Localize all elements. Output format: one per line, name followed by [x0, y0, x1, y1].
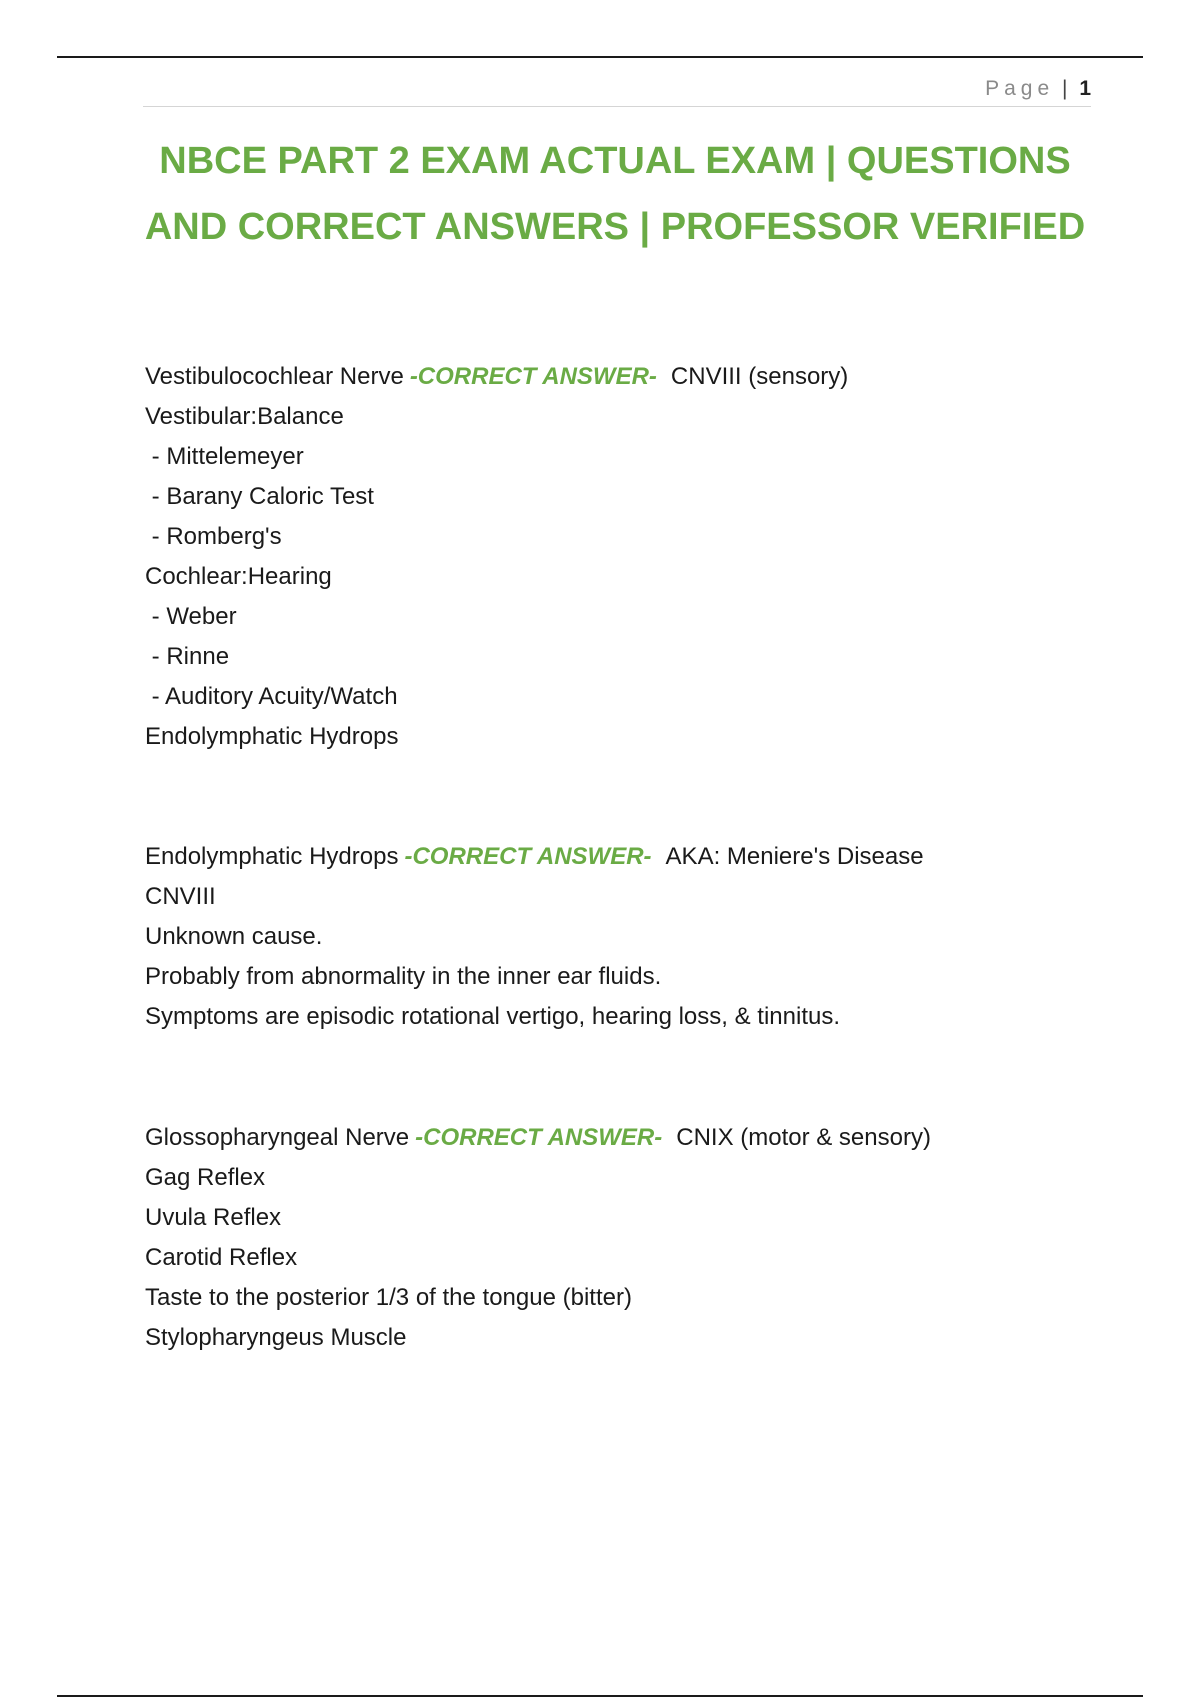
- qa-block-endolymphatic-hydrops: [145, 837, 1145, 1037]
- title-line-1: NBCE PART 2 EXAM ACTUAL EXAM | QUESTIONS: [159, 140, 1071, 182]
- qa-question-line: [145, 357, 1145, 397]
- page-number: 1: [1079, 77, 1091, 100]
- page-label: Page: [985, 77, 1055, 100]
- answer-line: Endolymphatic Hydrops: [145, 723, 399, 750]
- answer-text: CNIX (motor & sensory): [676, 1124, 931, 1151]
- answer-line: - Barany Caloric Test: [145, 483, 374, 510]
- title-line-2: AND CORRECT ANSWERS | PROFESSOR VERIFIED: [144, 206, 1086, 248]
- qa-block-vestibulocochlear: [145, 357, 1145, 757]
- answer-line: Vestibular:Balance: [145, 403, 344, 430]
- answer-line: Carotid Reflex: [145, 1244, 298, 1271]
- answer-line: - Rinne: [145, 643, 230, 670]
- qa-question-line: [145, 1118, 1145, 1158]
- answer-text: AKA: Meniere's Disease: [665, 843, 924, 870]
- answer-line: - Auditory Acuity/Watch: [145, 683, 398, 710]
- page-separator: |: [1062, 77, 1068, 100]
- correct-answer-marker: -CORRECT ANSWER-: [415, 1124, 663, 1151]
- correct-answer-marker: -CORRECT ANSWER-: [404, 843, 652, 870]
- answer-text: CNVIII (sensory): [670, 363, 849, 390]
- page-header: [143, 74, 1091, 107]
- answer-line: CNVIII: [145, 883, 216, 910]
- answer-line: Taste to the posterior 1/3 of the tongue (bitter): [145, 1284, 632, 1311]
- bottom-rule: [57, 1695, 1143, 1697]
- answer-line: Probably from abnormality in the inner ear fluids.: [145, 963, 662, 990]
- document-title: [120, 128, 1110, 260]
- qa-question-line: [145, 837, 1145, 877]
- answer-line: - Weber: [145, 603, 237, 630]
- question-text: Vestibulocochlear Nerve: [145, 363, 404, 390]
- answer-line: Stylopharyngeus Muscle: [145, 1324, 407, 1351]
- answer-line: Unknown cause.: [145, 923, 323, 950]
- correct-answer-marker: -CORRECT ANSWER-: [409, 363, 657, 390]
- question-text: Glossopharyngeal Nerve: [145, 1124, 410, 1151]
- answer-line: Cochlear:Hearing: [145, 563, 332, 590]
- answer-line: - Mittelemeyer: [145, 443, 304, 470]
- answer-line: Uvula Reflex: [145, 1204, 282, 1231]
- qa-block-glossopharyngeal: [145, 1118, 1145, 1358]
- answer-line: Gag Reflex: [145, 1164, 266, 1191]
- question-text: Endolymphatic Hydrops: [145, 843, 399, 870]
- answer-line: Symptoms are episodic rotational vertigo, hearing loss, & tinnitus.: [145, 1003, 841, 1030]
- answer-line: - Romberg's: [145, 523, 282, 550]
- top-rule: [57, 56, 1143, 58]
